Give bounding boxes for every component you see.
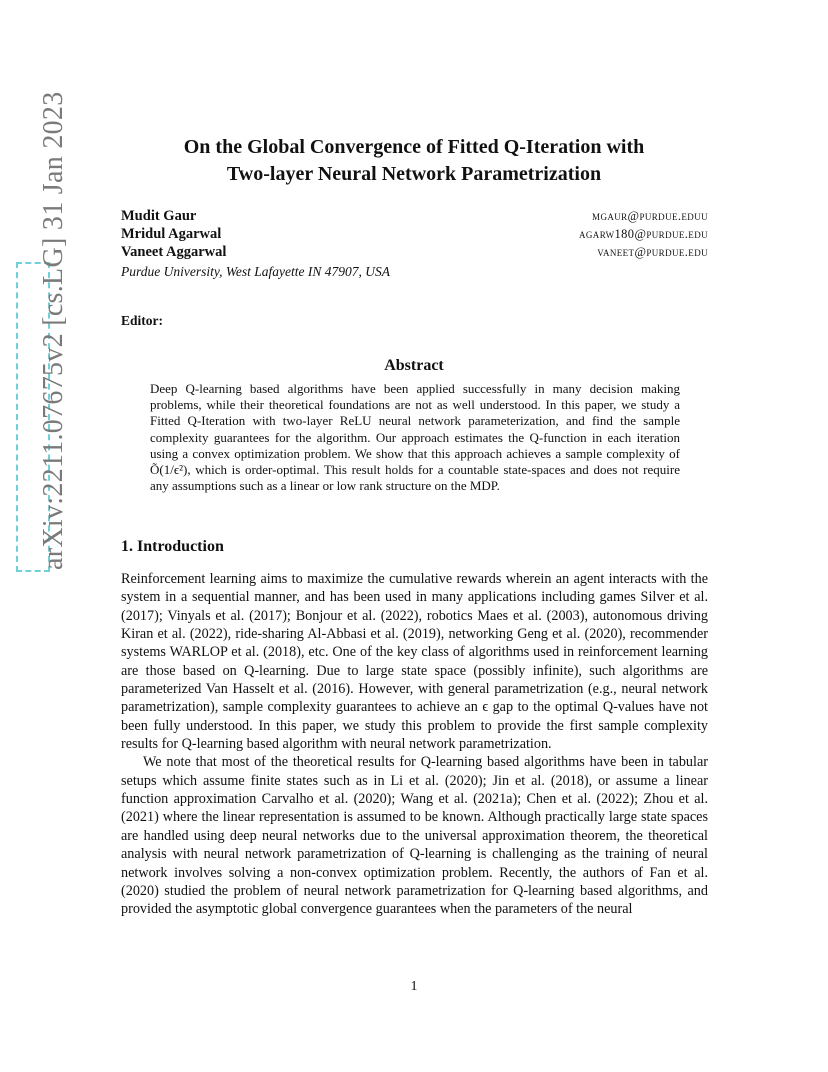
- paper-title: [120, 134, 708, 188]
- author-email[interactable]: mgaur@purdue.eduu: [592, 209, 708, 223]
- author-email[interactable]: agarw180@purdue.edu: [579, 227, 708, 241]
- abstract-heading: Abstract: [384, 357, 444, 374]
- paragraph: We note that most of the theoretical results for Q-learning based algorithms have been in tabular setups which assume finite states such as in Li et al. (2020); Jin et al. (2018), or assume a linear function approximation Carvalho et al. (2020); Wang et al. (2021a); Chen et al. (2022); Zhou et al. (2021) where the linear representation is assumed to be known. Although practically large state spaces are handled using deep neural networks due to the universal approximation theorem, the theoretical analysis with neural network parametrization of Q-learning is challenging as the training of neural network involves solving a non-convex optimization problem. Recently, the authors of Fan et al. (2020) studied the problem of neural network parametrization for Q-learning based algorithms, and provided the asymptotic global convergence guarantees when the parameters of the neural: [121, 754, 708, 918]
- paragraph: Reinforcement learning aims to maximize the cumulative rewards wherein an agent interacts with the system in a sequential manner, and has been used in many applications including games Silver et al. (2017); Vinyals et al. (2017); Bonjour et al. (2022), robotics Maes et al. (2003), autonomous driving Kiran et al. (2022), ride-sharing Al-Abbasi et al. (2019), networking Geng et al. (2020), recommender systems WARLOP et al. (2018), etc. One of the key class of algorithms used in reinforcement learning are those based on Q-learning. Due to large state space (possibly infinite), such algorithms are parameterized Van Hasselt et al. (2016). However, with general parametrization (e.g., neural network parametrization), sample complexity guarantees to achieve an ϵ gap to the optimal Q-values have not been fully understood. In this paper, we study this problem to provide the first sample complexity results for Q-learning based algorithm with neural network parametrization.: [121, 571, 708, 753]
- author-row: [121, 208, 708, 226]
- author-row: [121, 244, 708, 262]
- affiliation: Purdue University, West Lafayette IN 47907, USA: [121, 264, 390, 279]
- author-row: [121, 226, 708, 244]
- body-text: [121, 570, 708, 919]
- title-line-2: Two-layer Neural Network Parametrization: [226, 163, 602, 185]
- author-name: Mridul Agarwal: [121, 226, 222, 242]
- arxiv-stamp: arXiv:2211.07675v2 [cs.LG] 31 Jan 2023: [38, 91, 69, 570]
- page-number: 1: [410, 979, 418, 994]
- author-name: Vaneet Aggarwal: [121, 244, 227, 260]
- section-heading: 1. Introduction: [121, 538, 224, 555]
- title-line-1: On the Global Convergence of Fitted Q-Iteration with: [183, 136, 645, 158]
- author-name: Mudit Gaur: [121, 208, 197, 224]
- author-email[interactable]: vaneet@purdue.edu: [597, 245, 708, 259]
- editor-label: Editor:: [121, 313, 163, 328]
- abstract-text: Deep Q-learning based algorithms have been applied successfully in many decision making problems, while their theoretical foundations are not as well understood. In this paper, we study a Fitted Q-Iteration with two-layer ReLU neural network parameterization, and find the sample complexity guarantees for the algorithm. Our approach estimates the Q-function in each iteration using a convex optimization problem. We show that this approach achieves a sample complexity of Õ(1/ϵ²), which is order-optimal. This result holds for a countable state-spaces and does not require any assumptions such as a linear or low rank structure on the MDP.: [150, 381, 680, 494]
